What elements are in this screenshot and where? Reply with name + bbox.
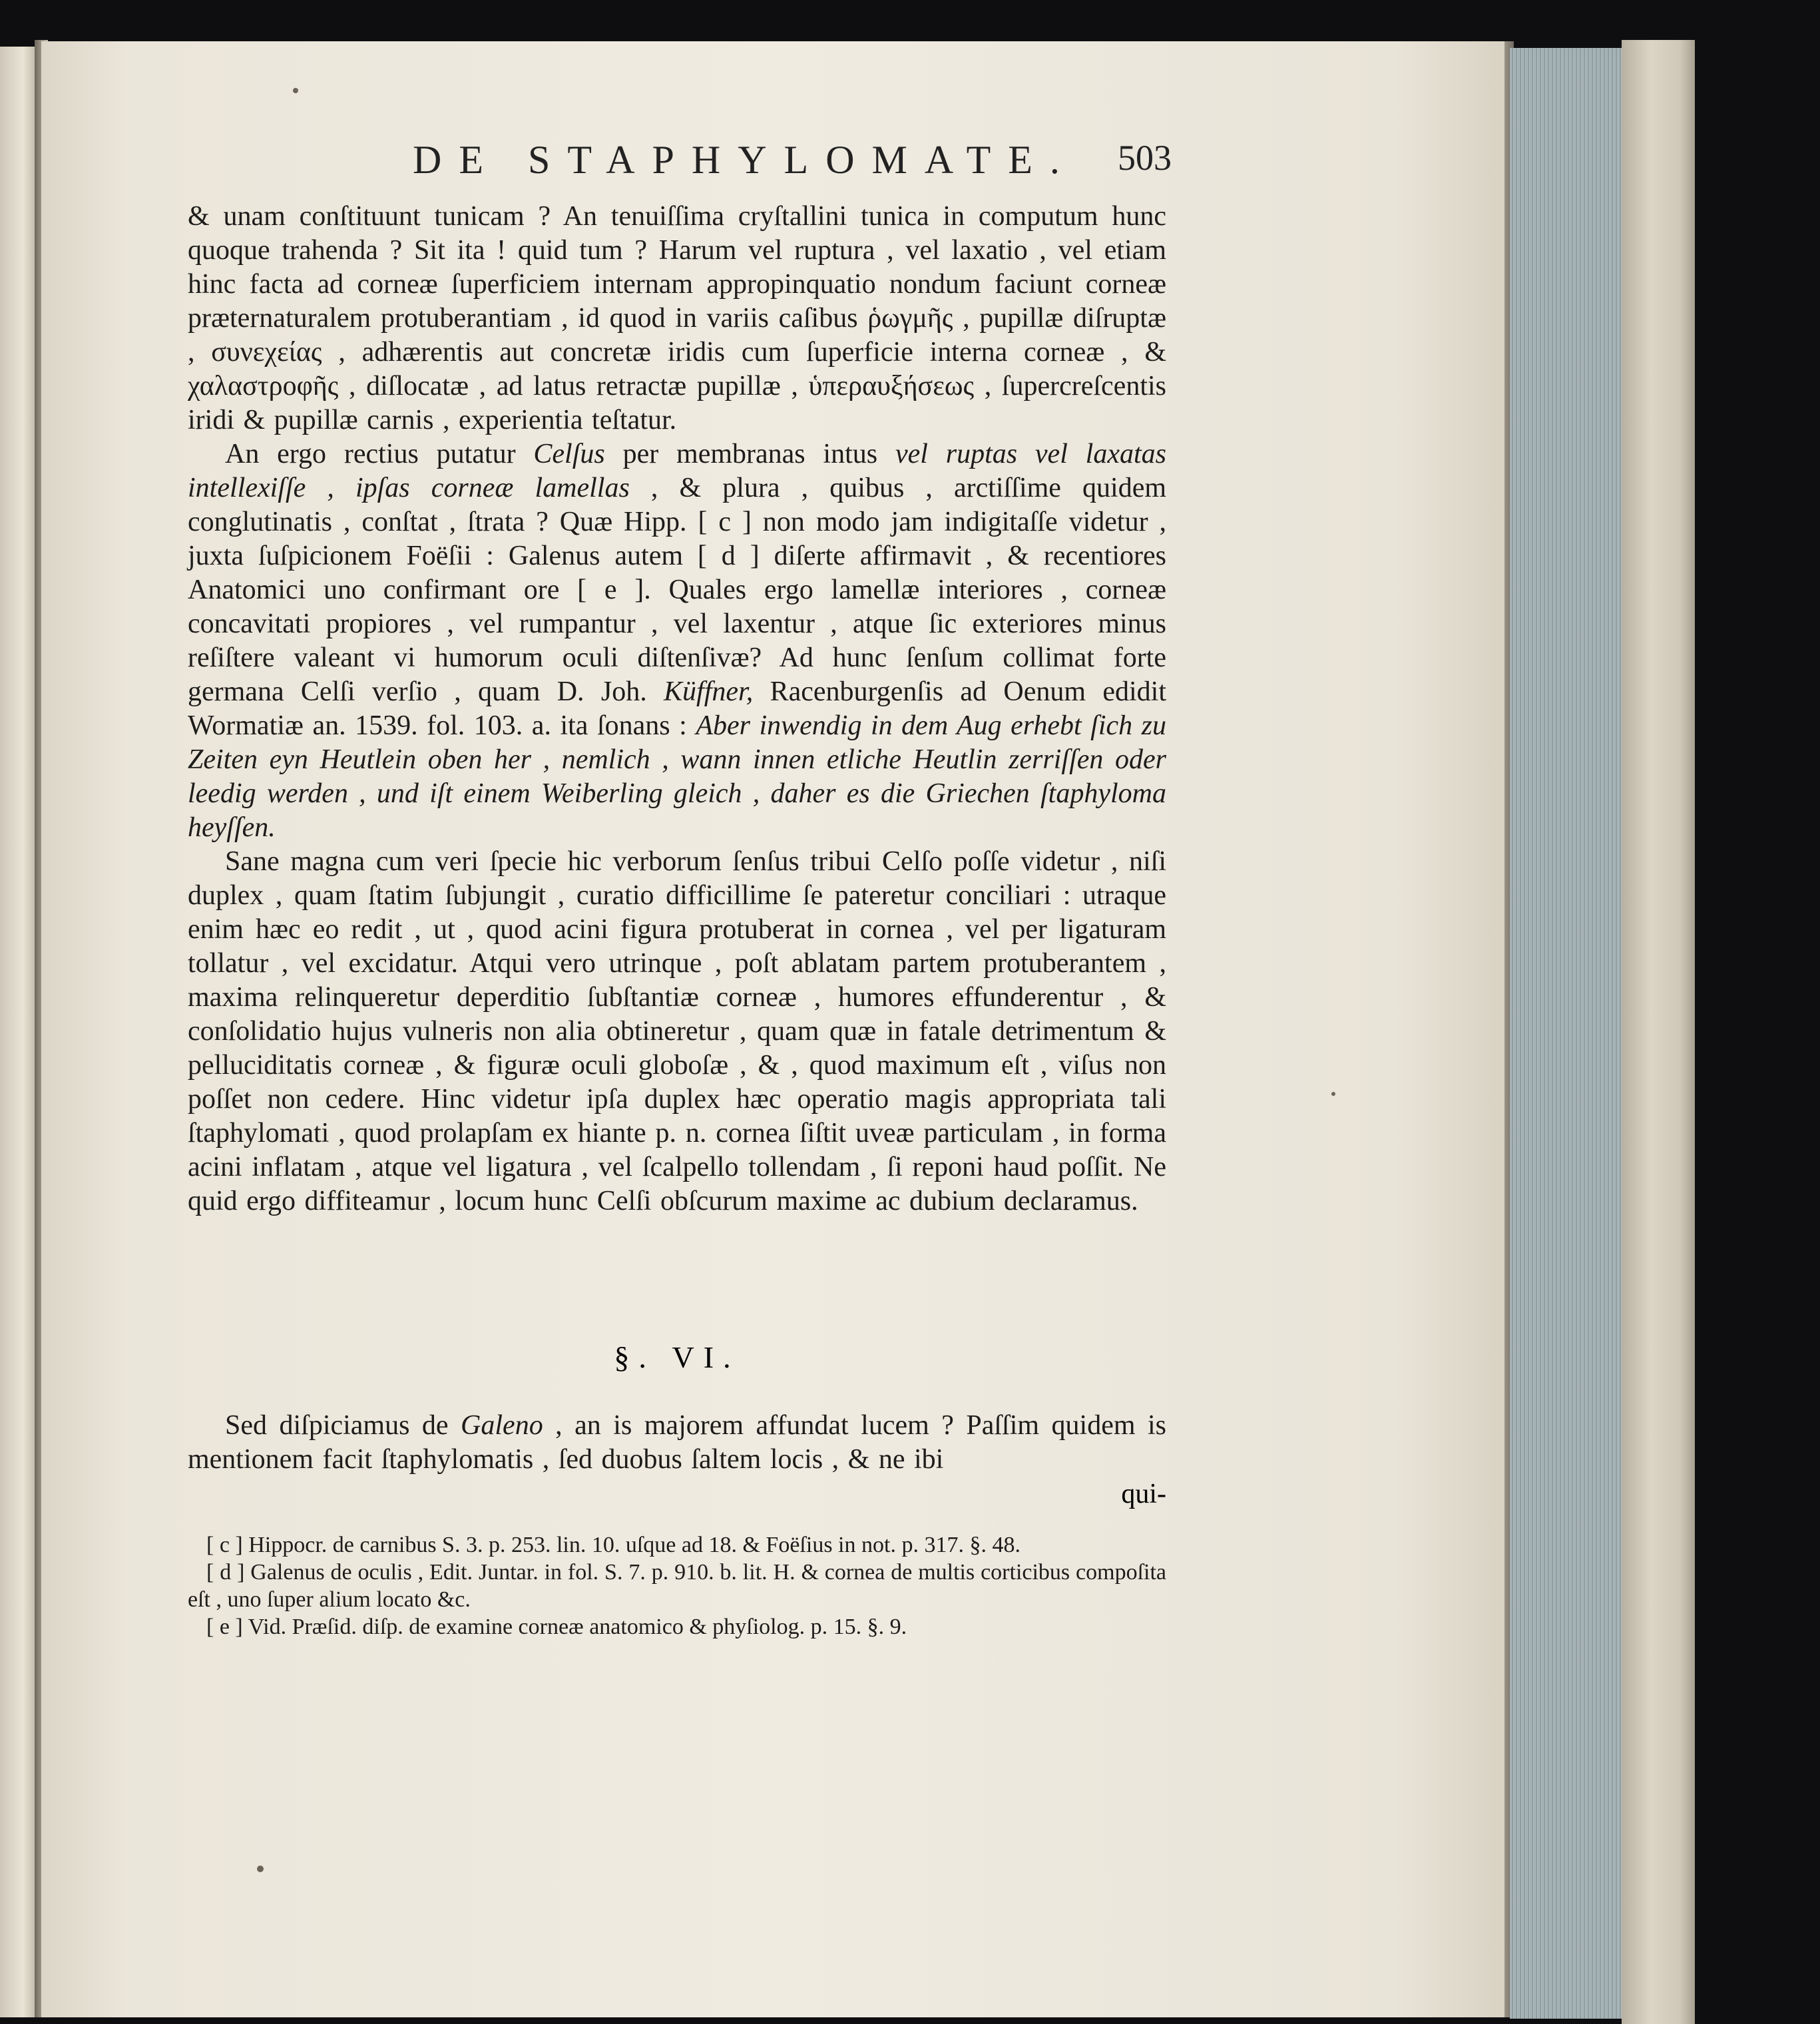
page-header: [413, 137, 1172, 197]
paragraph-3: Sane magna cum veri ſpecie hic verborum ſenſus tribui Celſo poſſe videtur , niſi duplex , quam ſtatim ſubjungit , curatio difficillime ſe pateretur conciliari : utraque enim hæc eo redit , ut , quod acini figura protuberat in cornea , vel per ligaturam tollatur , vel excidatur. Atqui vero utrinque , poſt ablatam partem protuberantem , maxima relinqueretur deperditio ſubſtantiæ corneæ , humores effunderentur , & conſolidatio hujus vulneris non alia obtineretur , quam quæ in fatale detrimentum & pelluciditatis corneæ , & figuræ oculi globoſæ , & , quod maximum eſt , viſus non poſſet non cedere. Hinc videtur ipſa duplex hæc operatio magis appropriata tali ſtaphylomati , quod prolapſam ex hiante p. n. cornea ſiſtit uveæ particulam , in forma acini inflatam , atque vel ligatura , vel ſcalpello tollendam , ſi reponi haud poſſit. Ne quid ergo diffiteamur , locum hunc Celſi obſcurum maxime ac dubium declaramus.: [188, 846, 1166, 1216]
page-number: 503: [1118, 138, 1172, 178]
paragraph-1: & unam conſtituunt tunicam ? An tenuiſſima cryſtallini tunica in computum hunc quoque trahenda ? Sit ita ! quid tum ? Harum vel ruptura , vel laxatio , vel etiam hinc facta ad corneæ ſuperficiem internam appropinquatio nondum faciunt corneæ præternaturalem protuberantiam , id quod in variis caſibus ῥωγμῆς , pupillæ diſruptæ , συνεχείας , adhærentis aut concretæ iridis cum ſuperficie interna corneæ , & χαλαστροφῆς , diſlocatæ , ad latus retractæ pupillæ , ὑπεραυξήσεως , ſupercreſcentis iridi & pupillæ carnis , experientia teſtatur.: [188, 201, 1166, 435]
footnote-e: [ e ] Vid. Præſid. diſp. de examine corneæ anatomico & phyſiolog. p. 15. §. 9.: [206, 1615, 907, 1639]
paper-speck: [257, 1866, 264, 1872]
book-cover-board: [1622, 40, 1695, 2024]
kuffner-name: Küffner,: [664, 676, 754, 707]
footnote-d: [ d ] Galenus de oculis , Edit. Juntar. in fol. S. 7. p. 910. b. lit. H. & cornea de multis corticibus compoſita eſt , uno ſuper alium locato &c.: [188, 1560, 1166, 1612]
running-head: DE STAPHYLOMATE.: [413, 138, 1077, 182]
section-text: [188, 1409, 1166, 1477]
paper-speck: [293, 88, 298, 93]
celsus-name: Celſus: [533, 439, 605, 469]
page-block-edges: [1510, 48, 1623, 2019]
footnote-c: [ c ] Hippocr. de carnibus S. 3. p. 253. lin. 10. uſque ad 18. & Foëſius in not. p. 317. §. 48.: [206, 1533, 1021, 1557]
footnotes: [188, 1531, 1166, 1641]
paragraph-2: An ergo rectius putatur Celſus per membranas intus vel ruptas vel laxatas intellexiſſe , ipſas corneæ lamellas , & plura , quibus , arctiſſime quidem conglutinatis , conſtat , ſtrata ? Quæ Hipp. [ c ] non modo jam indigitaſſe videtur , juxta ſuſpicionem Foëſii : Galenus autem [ d ] diſerte affirmavit , & recentiores Anatomici uno confirmant ore [ e ]. Quales ergo lamellæ interiores , corneæ concavitati propiores , vel rumpantur , vel laxentur , atque ſic exteriores minus reſiſtere valeant vi humorum oculi diſtenſivæ? Ad hunc ſenſum collimat forte germana Celſi verſio , quam D. Joh. Küffner, Racenburgenſis ad Oenum edidit Wormatiæ an. 1539. fol. 103. a. ita ſonans : Aber inwendig in dem Aug erhebt ſich zu Zeiten eyn Heutlein oben her , nemlich , wann innen etliche Heutlin zerriſſen oder leedig werden , und iſt einem Weiberling gleich , daher es die Griechen ſtaphyloma heyſſen.: [188, 439, 1167, 843]
german-quotation: Aber inwendig in dem Aug erhebt ſich zu Zeiten eyn Heutlein oben her , nemlich , wann innen etliche Heutlin zerriſſen oder leedig werden , und iſt einem Weiberling gleich , daher es die Griechen ſtaphyloma heyſſen.: [188, 710, 1166, 843]
catchword: qui-: [1121, 1479, 1166, 1509]
section-paragraph: Sed diſpiciamus de Galeno , an is majorem affundat lucem ? Paſſim quidem is mentionem facit ſtaphylomatis , ſed duobus ſaltem locis , & ne ibi: [188, 1410, 1166, 1475]
section-heading: §. VI.: [614, 1340, 740, 1374]
quoted-phrase: vel ruptas vel laxatas intellexiſſe , ipſas corneæ lamellas: [188, 439, 1167, 503]
paper-speck: [1331, 1092, 1335, 1096]
galen-name: Galeno: [461, 1410, 543, 1441]
facing-page-edge: [0, 47, 39, 2017]
main-text: [188, 200, 1166, 1218]
